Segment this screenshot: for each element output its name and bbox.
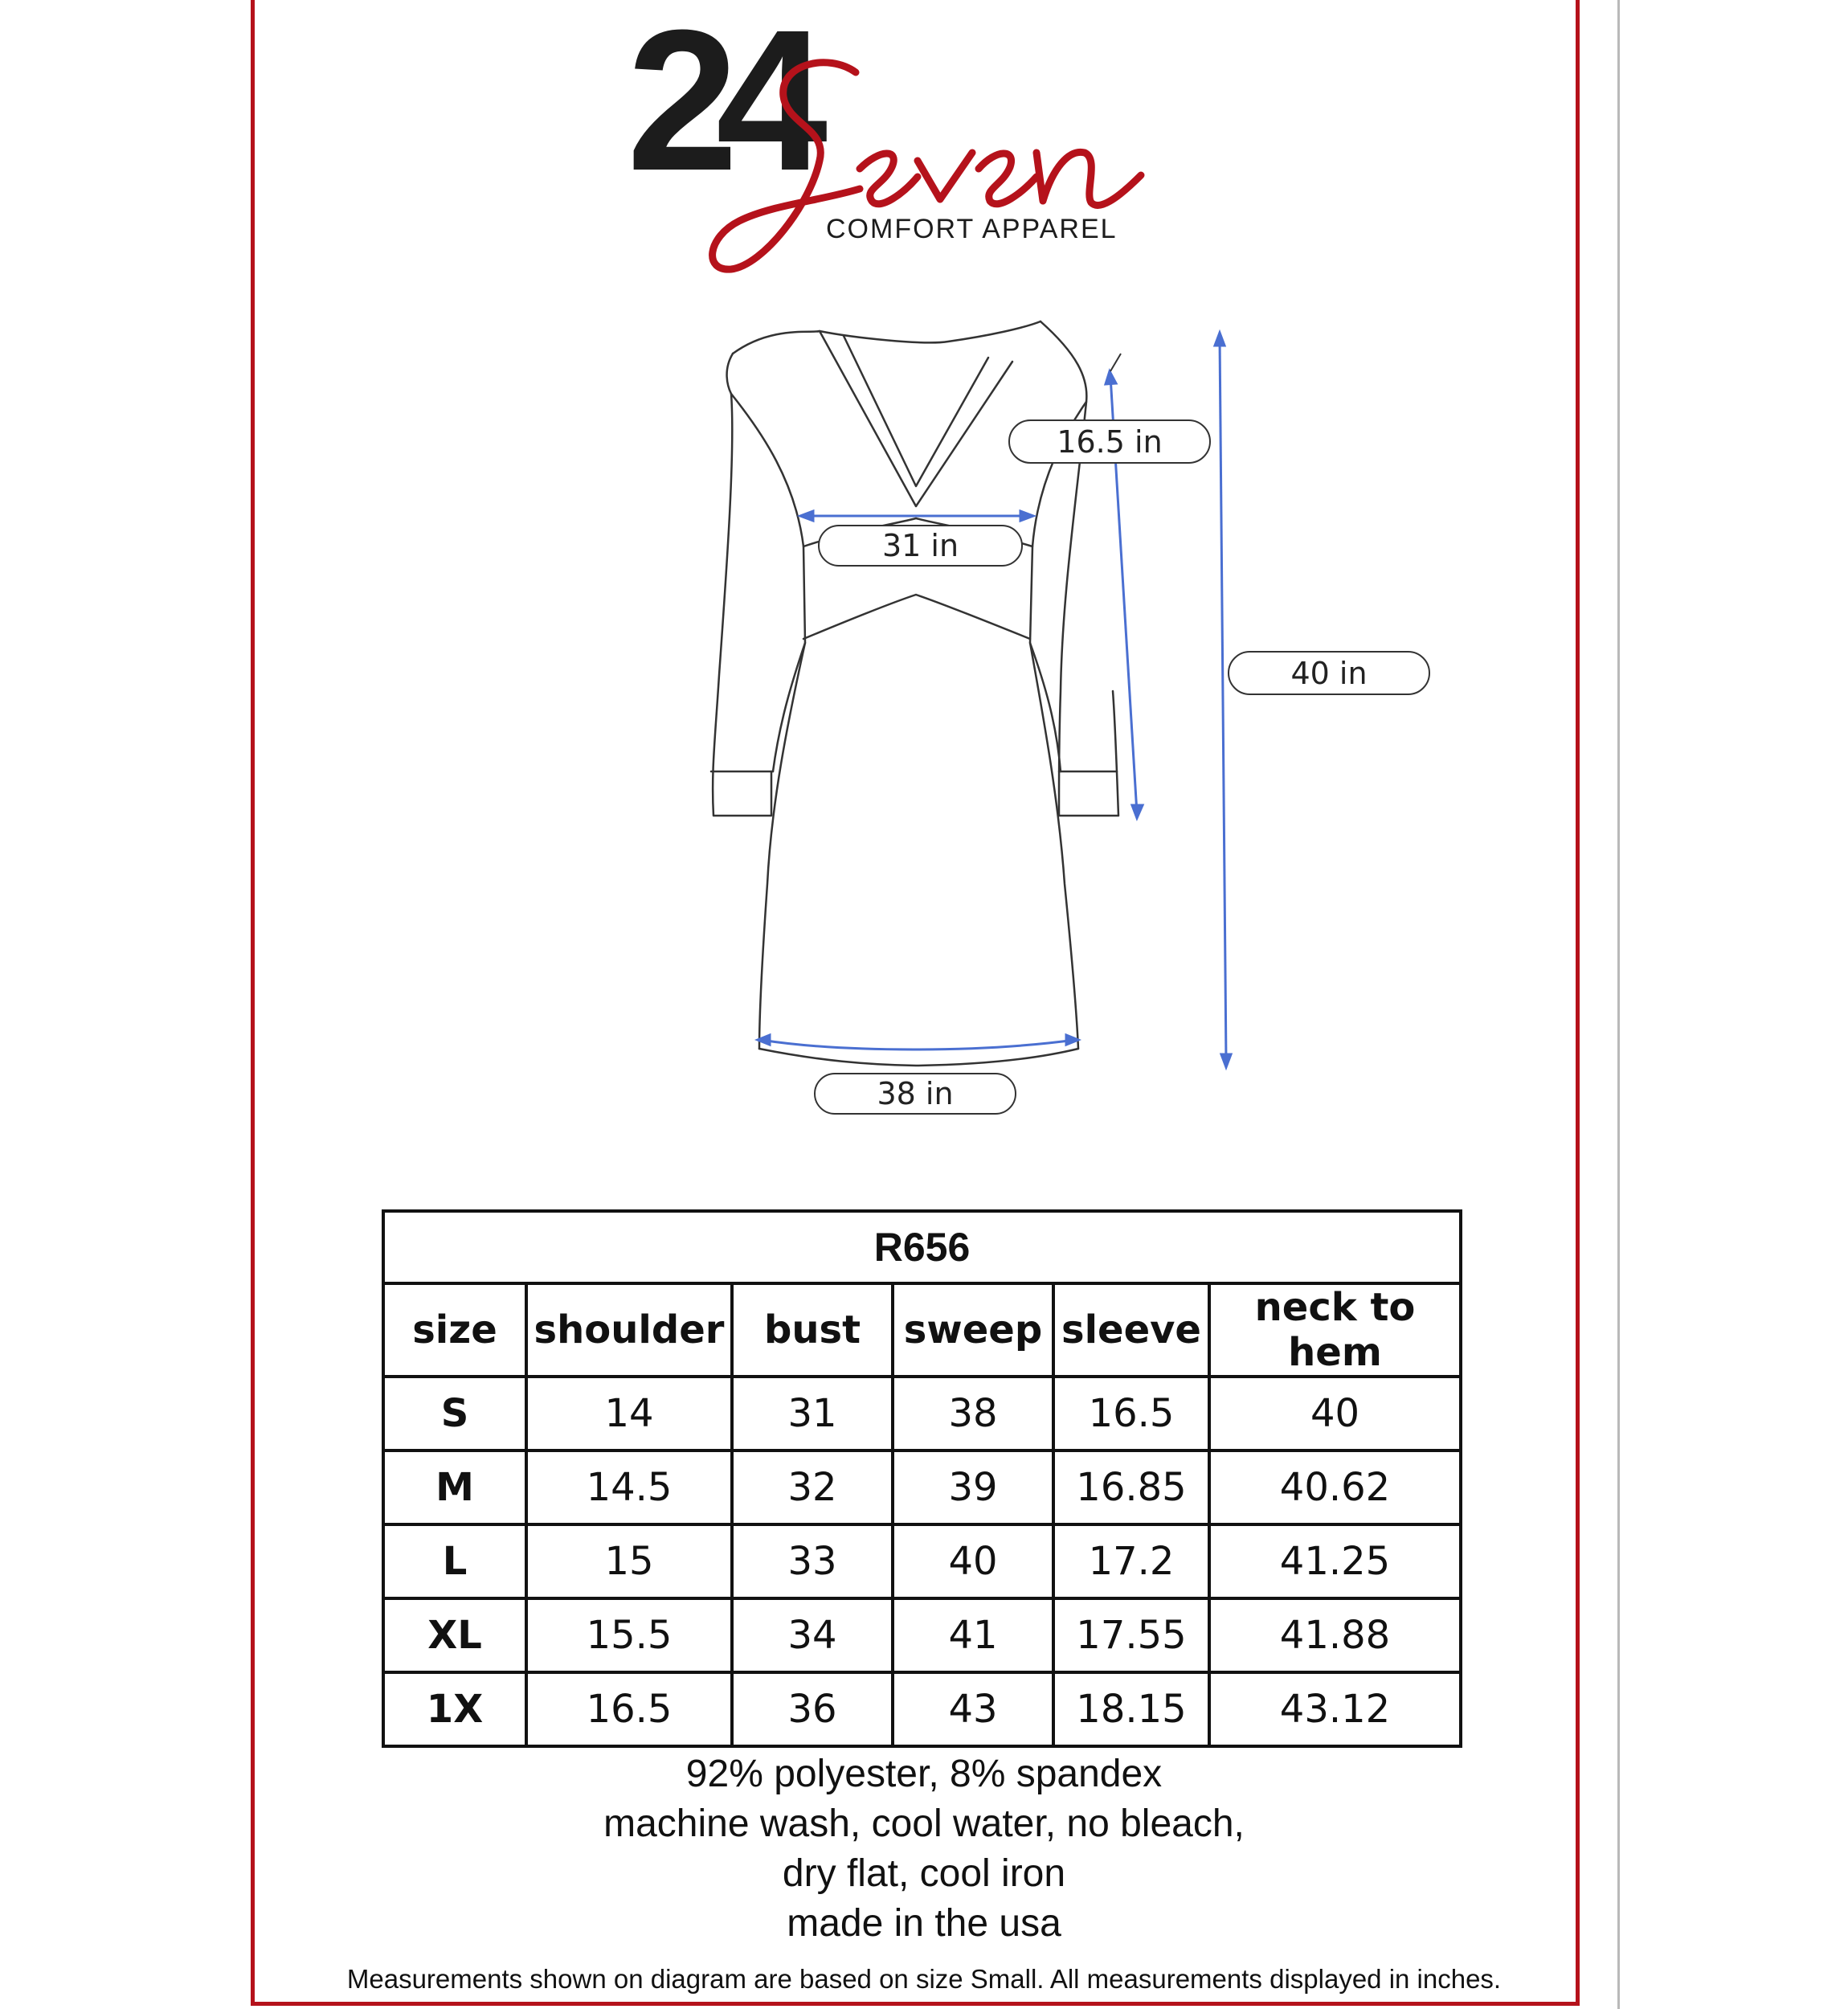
neck-to-hem-cell: 40 bbox=[1209, 1377, 1461, 1450]
length-measure-label: 40 in bbox=[1228, 651, 1430, 695]
bust-cell: 33 bbox=[732, 1524, 893, 1598]
dry-instructions: dry flat, cool iron bbox=[782, 1852, 1066, 1895]
size-chart-table bbox=[382, 1209, 1462, 1748]
shoulder-cell: 16.5 bbox=[526, 1672, 732, 1746]
sweep-cell: 41 bbox=[893, 1598, 1053, 1672]
sleeve-cell: 18.15 bbox=[1053, 1672, 1209, 1746]
sleeve-measure-label: 16.5 in bbox=[1008, 419, 1211, 464]
neck-to-hem-cell: 41.25 bbox=[1209, 1524, 1461, 1598]
sweep-cell: 43 bbox=[893, 1672, 1053, 1746]
table-title: R656 bbox=[383, 1211, 1461, 1283]
sweep-measure-label: 38 in bbox=[814, 1073, 1016, 1115]
logo-number: 24 bbox=[627, 0, 806, 212]
origin-text: made in the usa bbox=[787, 1902, 1061, 1945]
sweep-cell: 40 bbox=[893, 1524, 1053, 1598]
neck-to-hem-cell: 40.62 bbox=[1209, 1450, 1461, 1524]
table-row bbox=[383, 1672, 1461, 1746]
measurement-footnote: Measurements shown on diagram are based on size Small. All measurements displayed in inches. bbox=[346, 1964, 1502, 1994]
bust-cell: 31 bbox=[732, 1377, 893, 1450]
neck-to-hem-cell: 43.12 bbox=[1209, 1672, 1461, 1746]
sweep-cell: 39 bbox=[893, 1450, 1053, 1524]
header-neck-to-hem: neck to hem bbox=[1209, 1283, 1461, 1377]
sleeve-cell: 16.85 bbox=[1053, 1450, 1209, 1524]
bust-cell: 36 bbox=[732, 1672, 893, 1746]
bust-cell: 34 bbox=[732, 1598, 893, 1672]
shoulder-cell: 15.5 bbox=[526, 1598, 732, 1672]
shoulder-cell: 14 bbox=[526, 1377, 732, 1450]
bust-cell: 32 bbox=[732, 1450, 893, 1524]
shoulder-cell: 15 bbox=[526, 1524, 732, 1598]
header-sleeve: sleeve bbox=[1053, 1283, 1209, 1377]
table-header-row bbox=[383, 1283, 1461, 1377]
size-cell: XL bbox=[383, 1598, 526, 1672]
header-sweep: sweep bbox=[893, 1283, 1053, 1377]
sleeve-cell: 17.55 bbox=[1053, 1598, 1209, 1672]
sweep-cell: 38 bbox=[893, 1377, 1053, 1450]
size-cell: S bbox=[383, 1377, 526, 1450]
header-size: size bbox=[383, 1283, 526, 1377]
neck-to-hem-cell: 41.88 bbox=[1209, 1598, 1461, 1672]
size-cell: L bbox=[383, 1524, 526, 1598]
shoulder-cell: 14.5 bbox=[526, 1450, 732, 1524]
sleeve-cell: 16.5 bbox=[1053, 1377, 1209, 1450]
table-row bbox=[383, 1524, 1461, 1598]
bust-measure-label: 31 in bbox=[818, 525, 1023, 567]
table-row bbox=[383, 1377, 1461, 1450]
sleeve-cell: 17.2 bbox=[1053, 1524, 1209, 1598]
wash-instructions: machine wash, cool water, no bleach, bbox=[603, 1802, 1245, 1845]
logo-tagline: COMFORT APPAREL bbox=[826, 214, 1118, 244]
header-shoulder: shoulder bbox=[526, 1283, 732, 1377]
header-bust: bust bbox=[732, 1283, 893, 1377]
fabric-content: 92% polyester, 8% spandex bbox=[685, 1753, 1163, 1795]
size-cell: 1X bbox=[383, 1672, 526, 1746]
table-row bbox=[383, 1598, 1461, 1672]
table-row bbox=[383, 1450, 1461, 1524]
size-cell: M bbox=[383, 1450, 526, 1524]
